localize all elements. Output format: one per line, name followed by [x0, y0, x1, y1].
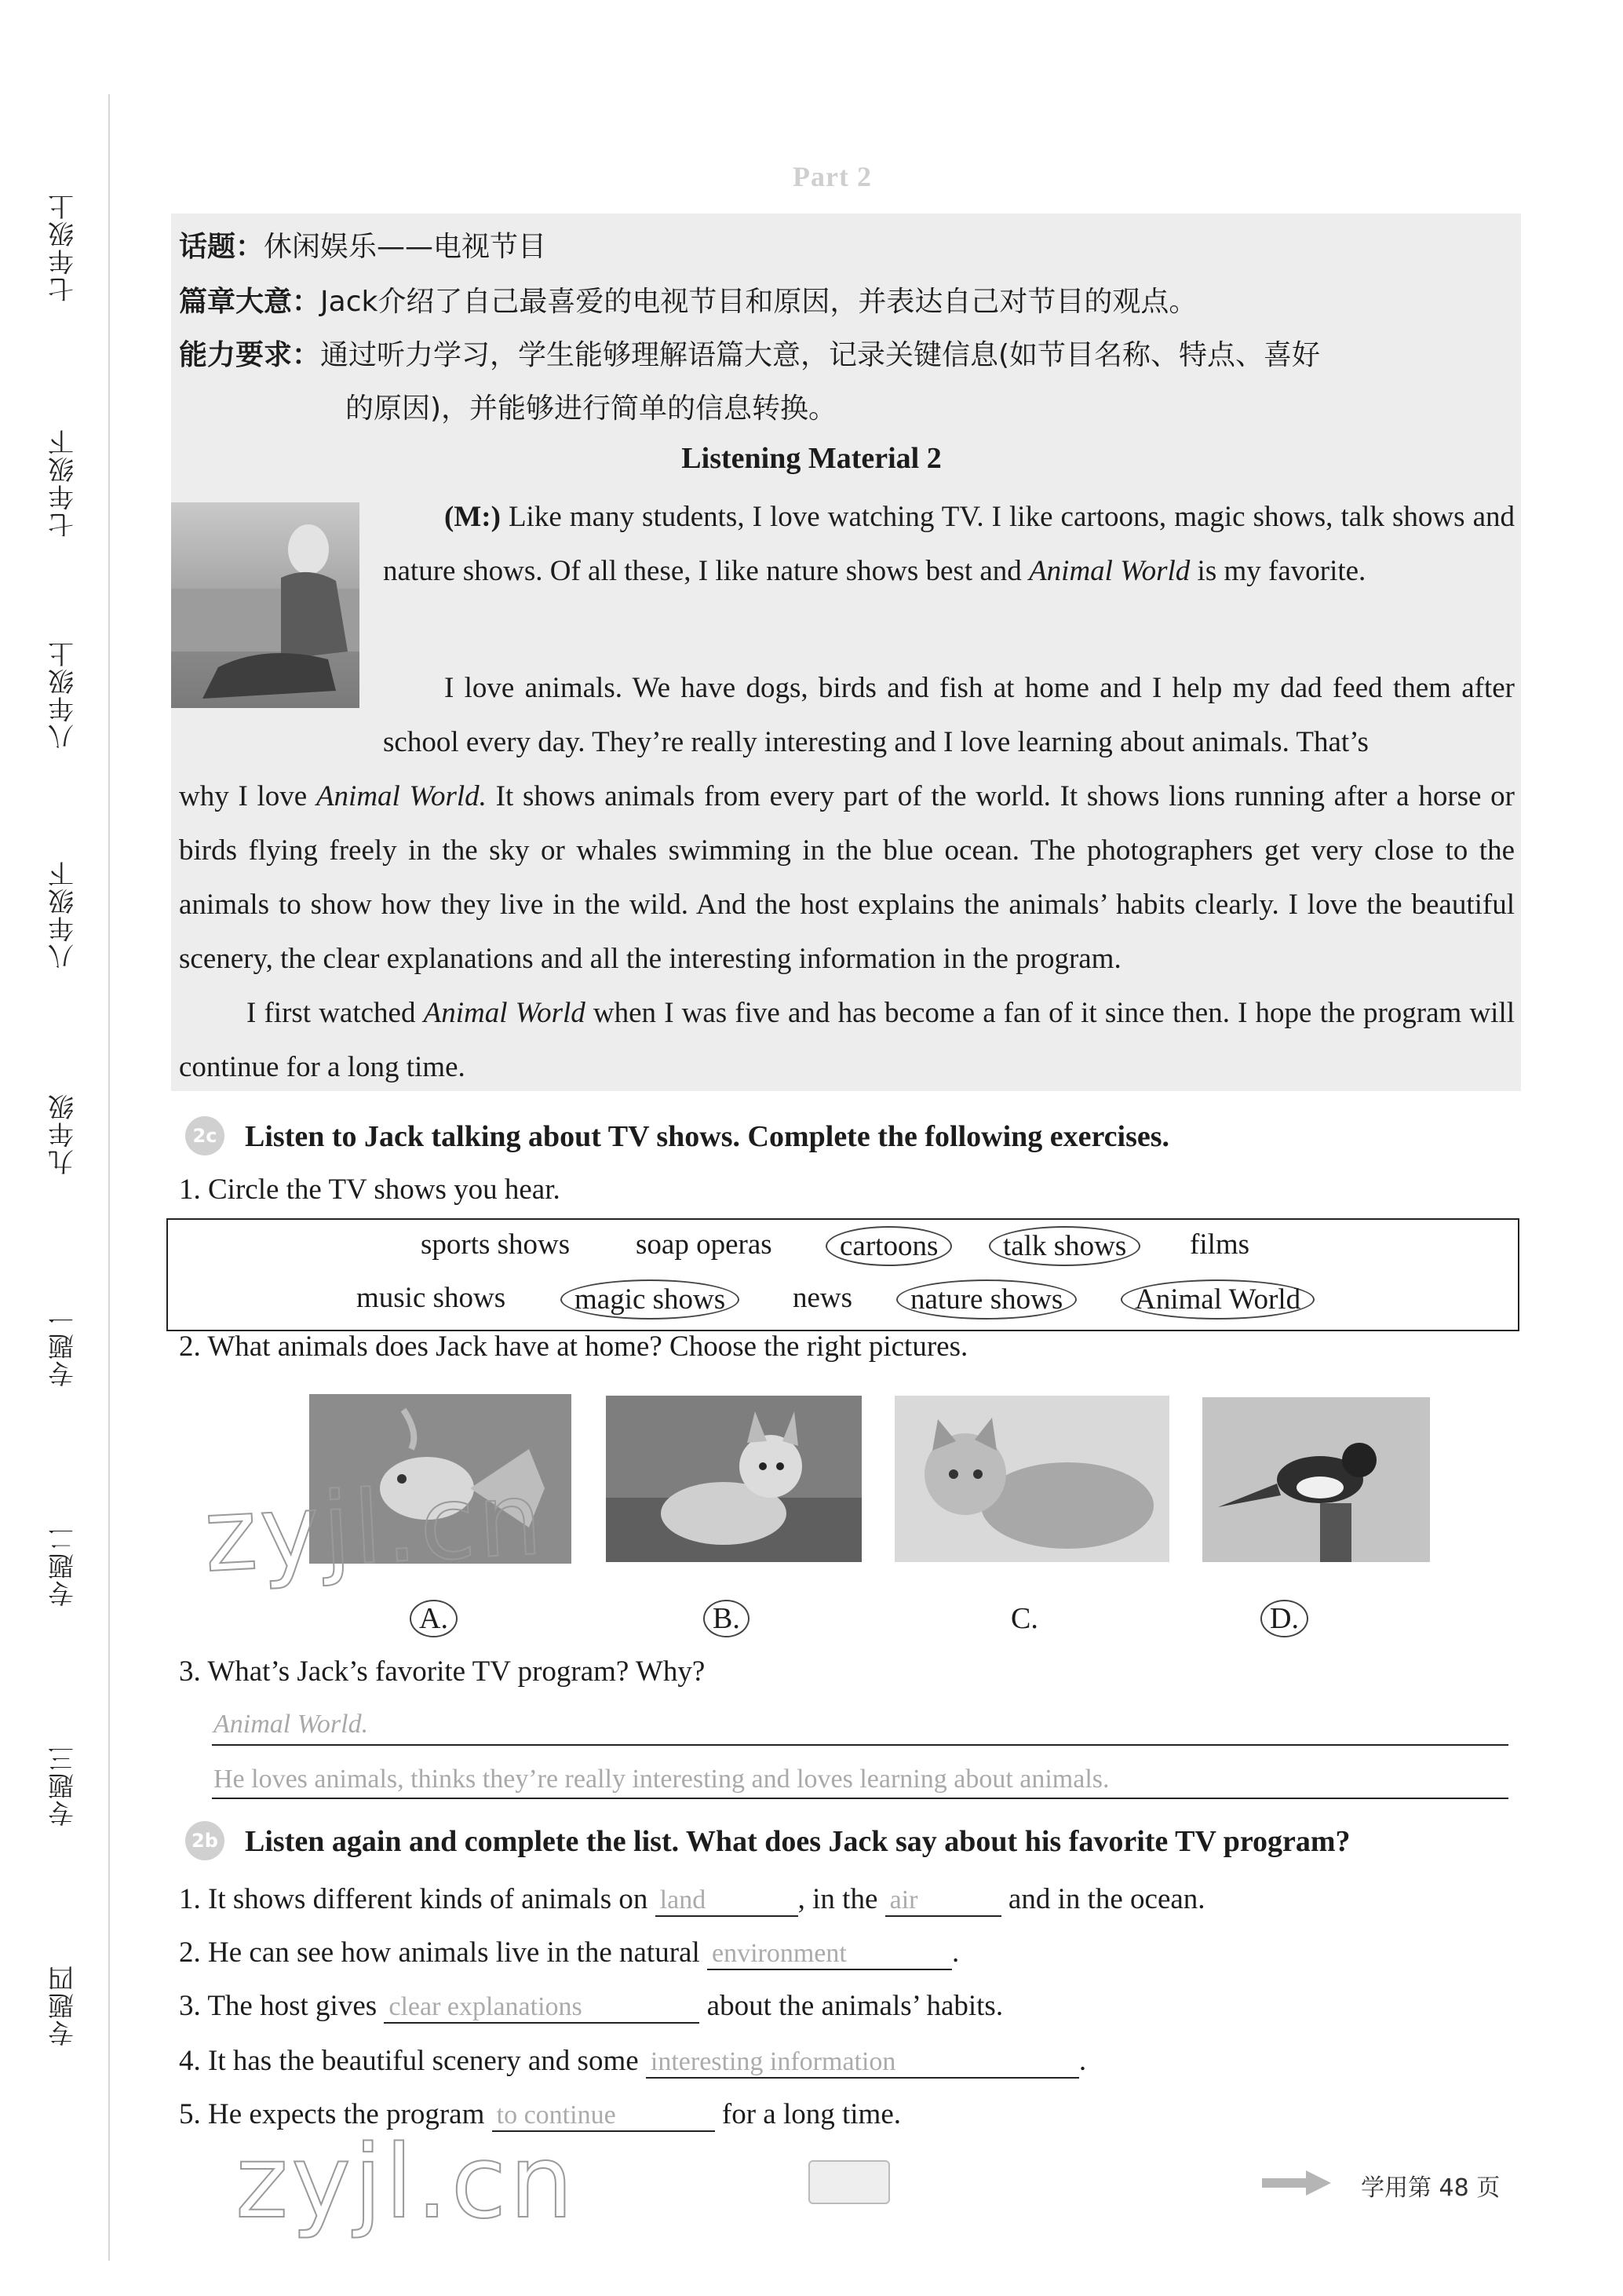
watermark: zyjl.cn	[201, 1460, 548, 1596]
exercise-2c-title: Listen to Jack talking about TV shows. Complete the following exercises.	[245, 1120, 1170, 1153]
blank-input[interactable]: environment	[707, 1939, 952, 1970]
blank-input[interactable]: interesting information	[646, 2047, 1079, 2079]
question-2c-3: 3. What’s Jack’s favorite TV program? Why?	[179, 1655, 706, 1688]
program-name: Animal World.	[315, 780, 487, 812]
side-tab-grade9[interactable]: 九年级	[47, 1093, 78, 1176]
show-option-circled[interactable]: cartoons	[826, 1226, 952, 1266]
passage-text: I first watched	[246, 997, 424, 1029]
bird-icon	[1202, 1397, 1430, 1562]
listening-material-title: Listening Material 2	[681, 442, 942, 475]
passage-text: Like many students, I love watching TV. I like cartoons, magic shows, talk shows and nature shows. Of all these, I like nature shows best and	[383, 501, 1515, 587]
page-stamp	[808, 2160, 890, 2204]
ability-label: 能力要求：	[179, 339, 321, 371]
passage-text: when I was five and has become a fan of it since then. I hope the program will continue for a long time.	[179, 997, 1515, 1083]
answer-line	[212, 1798, 1508, 1799]
side-divider	[108, 94, 110, 2261]
dog-picture[interactable]	[606, 1396, 862, 1562]
cat-icon	[895, 1396, 1169, 1562]
watermark: zyjl.cn	[235, 2124, 577, 2241]
exercise-2b-title: Listen again and complete the list. What does Jack say about his favorite TV program?	[245, 1825, 1351, 1858]
topic-label: 话题：	[179, 231, 264, 263]
blank-input[interactable]: land	[655, 1885, 798, 1917]
item-text: and in the ocean.	[1001, 1883, 1205, 1915]
exercise-2b-badge: 2b	[185, 1821, 224, 1860]
side-tab-grade8-first[interactable]: 八年级上	[47, 640, 78, 750]
side-tab-topic4[interactable]: 专题四	[47, 1964, 78, 2047]
ability-line	[179, 333, 1320, 373]
main-idea-line	[179, 279, 1197, 319]
item-text: .	[1078, 2045, 1087, 2077]
item-text: for a long time.	[714, 2098, 901, 2130]
page-number: 学用第 48 页	[1361, 2174, 1501, 2202]
speaker-tag: (M:)	[444, 501, 501, 533]
show-option[interactable]: films	[1190, 1228, 1250, 1261]
show-option-circled[interactable]: magic shows	[560, 1279, 739, 1320]
program-name: Animal World	[1029, 555, 1191, 587]
picture-option-c[interactable]: C.	[1011, 1602, 1038, 1635]
side-tab-grade8-second[interactable]: 八年级下	[47, 860, 78, 969]
question-2c-2: 2. What animals does Jack have at home? Choose the right pictures.	[179, 1331, 968, 1363]
item-text: 4. It has the beautiful scenery and some	[179, 2045, 646, 2077]
list-item-4	[179, 2044, 1086, 2079]
picture-option-b[interactable]: B.	[703, 1600, 749, 1637]
answer-3-line-1: Animal World.	[213, 1710, 369, 1739]
side-tab-topic3[interactable]: 专题三	[47, 1744, 78, 1827]
question-2c-1: 1. Circle the TV shows you hear.	[179, 1174, 560, 1206]
item-text: 3. The host gives	[179, 1990, 385, 2022]
show-option[interactable]: news	[793, 1282, 853, 1314]
grade-side-tabs	[0, 0, 118, 2296]
dog-icon	[606, 1396, 862, 1562]
passage-text: It shows animals from every part of the world. It shows lions running after a horse or birds flying freely in the sky or whales swimming in the blue ocean. The photographers get very close to the animals to show how they live in the wild. And the host explains the animals’ habits clearly. I love the beautiful scenery, the clear explanations and all the interesting information in the program.	[179, 780, 1515, 975]
show-option[interactable]: sports shows	[421, 1228, 571, 1261]
item-text: .	[951, 1936, 960, 1969]
ability-text-1: 通过听力学习，学生能够理解语篇大意，记录关键信息(如节目名称、特点、喜好	[320, 339, 1321, 371]
list-item-2	[179, 1936, 959, 1970]
bird-picture[interactable]	[1202, 1397, 1430, 1562]
list-item-1	[179, 1882, 1205, 1917]
arrow-right-icon	[1262, 2169, 1331, 2197]
answer-line	[212, 1744, 1508, 1746]
blank-input[interactable]: air	[885, 1885, 1001, 1917]
blank-input[interactable]: to continue	[492, 2101, 715, 2132]
passage-paragraph-2-top	[383, 661, 1515, 769]
topic-line	[179, 224, 546, 265]
side-tab-grade7-first[interactable]: 七年级上	[47, 192, 78, 302]
picture-option-a[interactable]: A.	[410, 1600, 458, 1637]
passage-text: I love animals. We have dogs, birds and fish at home and I help my dad feed them after school every day. They’re really interesting and I love learning about animals. That’s	[383, 672, 1515, 758]
program-name: Animal World	[423, 997, 585, 1029]
passage-text: is my favorite.	[1190, 555, 1366, 587]
show-option-circled[interactable]: nature shows	[896, 1279, 1077, 1320]
item-text: 2. He can see how animals live in the natural	[179, 1936, 707, 1969]
list-item-3	[179, 1989, 1003, 2024]
cat-picture[interactable]	[895, 1396, 1169, 1562]
exercise-2c-badge: 2c	[185, 1116, 224, 1155]
side-tab-grade7-second[interactable]: 七年级下	[47, 428, 78, 538]
side-tab-topic1[interactable]: 专题一	[47, 1305, 78, 1388]
item-text: 5. He expects the program	[179, 2098, 492, 2130]
show-option-circled[interactable]: Animal World	[1121, 1279, 1315, 1320]
ability-line-2: 的原因)，并能够进行简单的信息转换。	[345, 392, 837, 425]
show-option[interactable]: soap operas	[636, 1228, 772, 1261]
main-idea-label: 篇章大意：	[179, 286, 321, 318]
answer-3-line-2: He loves animals, thinks they’re really interesting and loves learning about animals.	[213, 1765, 1110, 1794]
passage-paragraph-3	[179, 986, 1515, 1094]
show-option-circled[interactable]: talk shows	[989, 1226, 1140, 1266]
passage-paragraph-1	[383, 490, 1515, 598]
main-idea-text: Jack介绍了自己最喜爱的电视节目和原因，并表达自己对节目的观点。	[320, 286, 1198, 318]
jack-photo	[171, 502, 359, 708]
item-text: about the animals’ habits.	[699, 1990, 1004, 2022]
picture-option-d[interactable]: D.	[1260, 1600, 1308, 1637]
side-tab-topic2[interactable]: 专题二	[47, 1524, 78, 1608]
item-text: 1. It shows different kinds of animals on	[179, 1883, 655, 1915]
topic-text: 休闲娱乐——电视节目	[264, 231, 547, 263]
passage-paragraph-2-bottom	[179, 769, 1515, 986]
blank-input[interactable]: clear explanations	[384, 1992, 699, 2024]
passage-text: why I love	[179, 780, 316, 812]
part-label: Part 2	[793, 161, 872, 192]
person-photo-icon	[171, 502, 359, 708]
show-option[interactable]: music shows	[356, 1282, 506, 1314]
item-text: , in the	[797, 1883, 885, 1915]
